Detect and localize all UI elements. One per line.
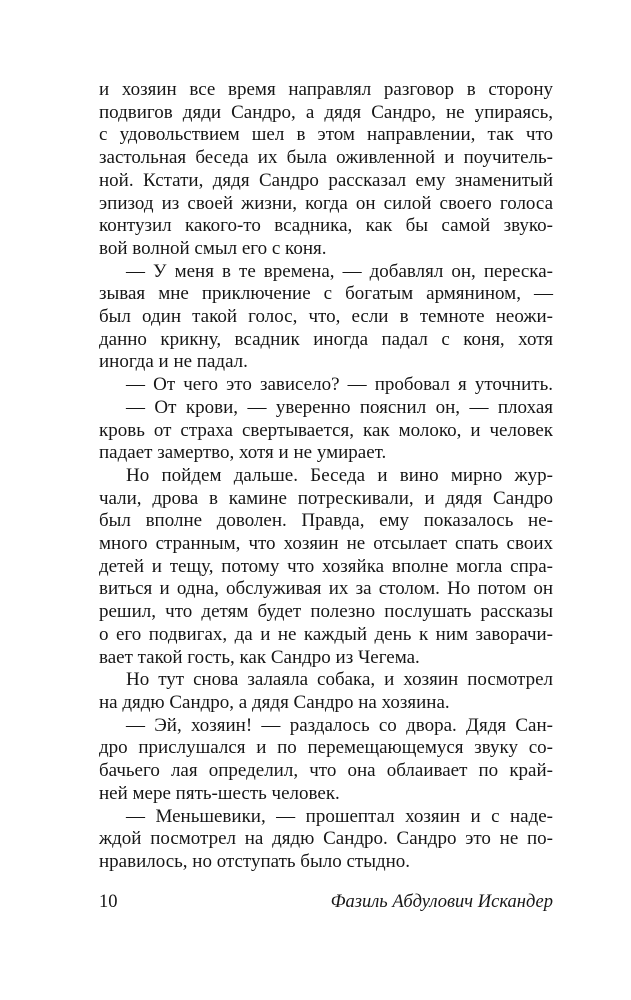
page-footer — [99, 891, 553, 913]
text-line: бачьего лая определил, что она облаивает по край- — [99, 760, 553, 782]
text-line: Но пойдем дальше. Беседа и вино мирно жур- — [126, 464, 553, 486]
text-line: зывая мне приключение с богатым армянином, — — [99, 283, 553, 305]
text-line: падает замертво, хотя и не умирает. — [99, 442, 387, 464]
text-line: вой волной смыл его с коня. — [99, 237, 327, 259]
paragraph — [99, 715, 553, 806]
text-line: решил, что детям будет полезно послушать рассказы — [99, 601, 553, 623]
text-line: данно крикну, всадник иногда падал с коня, хотя — [99, 328, 553, 350]
text-line: и хозяин все время направлял разговор в сторону — [99, 79, 553, 100]
text-line: эпизод из своей жизни, когда он силой своего голоса — [99, 192, 553, 214]
text-line: с удовольствием шел в этом направлении, так что — [99, 124, 553, 146]
text-line: кровь от страха свертывается, как молоко, и человек — [99, 419, 553, 441]
paragraph — [99, 465, 553, 669]
text-line: — У меня в те времена, — добавлял он, переска- — [126, 260, 553, 282]
text-line: был вполне доволен. Правда, ему показалось не- — [99, 510, 553, 532]
text-line: дро прислушался и по перемещающемуся звуку со- — [99, 737, 553, 759]
text-line: — Меньшевики, — прошептал хозяин и с наде- — [126, 805, 553, 827]
text-line: был один такой голос, что, если в темноте неожи- — [99, 306, 553, 328]
paragraph — [99, 669, 553, 714]
text-line: ной. Кстати, дядя Сандро рассказал ему знаменитый — [99, 169, 553, 191]
text-line: — От чего это зависело? — пробовал я уточнить. — [126, 374, 553, 396]
paragraph — [99, 397, 553, 465]
text-line: подвигов дяди Сандро, а дядя Сандро, не упираясь, — [99, 101, 553, 123]
text-line: ждой посмотрел на дядю Сандро. Сандро это не по- — [99, 828, 553, 850]
paragraph — [99, 374, 553, 397]
page-text — [99, 79, 553, 874]
paragraph — [99, 806, 553, 874]
text-line: нравилось, но отступать было стыдно. — [99, 850, 411, 872]
text-line: Но тут снова залаяла собака, и хозяин посмотрел — [126, 669, 553, 691]
text-line: — Эй, хозяин! — раздалось со двора. Дядя Сан- — [126, 714, 553, 736]
text-line: о его подвигах, да и не каждый день к ним заворачи- — [99, 623, 553, 645]
text-line: виться и одна, обслуживая их за столом. Но потом он — [99, 578, 553, 600]
page-number: 10 — [99, 892, 118, 912]
paragraph — [99, 261, 553, 375]
text-line: на дядю Сандро, а дядя Сандро на хозяина. — [99, 691, 450, 713]
paragraph — [99, 79, 553, 261]
text-line: детей и тещу, потому что хозяйка вполне могла спра- — [99, 555, 553, 577]
text-line: застольная беседа их была оживленной и поучитель- — [99, 147, 553, 169]
text-line: много странным, что хозяин не отсылает спать своих — [99, 533, 553, 555]
text-line: контузил какого-то всадника, как бы самой звуко- — [99, 215, 553, 237]
text-line: чали, дрова в камине потрескивали, и дядя Сандро — [99, 487, 553, 509]
running-title-author: Фазиль Абдулович Искандер — [330, 892, 553, 912]
text-line: иногда и не падал. — [99, 351, 248, 373]
text-line: вает такой гость, как Сандро из Чегема. — [99, 646, 420, 668]
text-line: — От крови, — уверенно пояснил он, — плохая — [126, 396, 553, 418]
text-line: ней мере пять-шесть человек. — [99, 782, 340, 804]
